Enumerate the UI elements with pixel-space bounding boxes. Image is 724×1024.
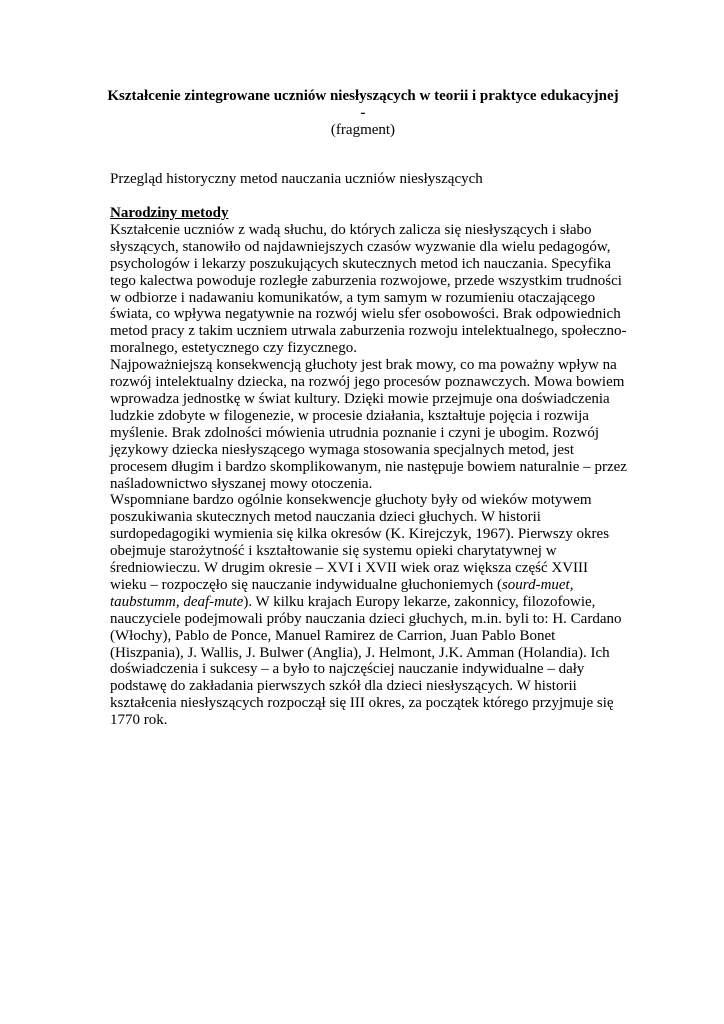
paragraph-line: myślenie. Brak zdolności mówienia utrudnia poznanie i czyni je ubogim. Rozwój [110, 424, 600, 441]
paragraph-line: psychologów i lekarzy poszukujących skutecznych metod ich nauczania. Specyfika [110, 255, 612, 272]
italic-term: taubstumm [110, 593, 176, 610]
paragraph-line: procesem długim i bardzo skomplikowanym, nie następuje bowiem naturalnie – przez [110, 458, 627, 475]
paragraph-line: obejmuje starożytność i kształtowanie się systemu opieki charytatywnej w [110, 543, 557, 560]
document-subtitle: Przegląd historyczny metod nauczania uczniów niesłyszących [110, 171, 483, 187]
paragraph-line: (Hiszpania), J. Wallis, J. Bulwer (Anglia), J. Helmont, J.K. Amman (Holandia). Ich [110, 644, 610, 661]
section-body [110, 205, 627, 729]
document-title: Kształcenie zintegrowane uczniów niesłyszących w teorii i praktyce edukacyjnej [107, 88, 619, 104]
paragraph-line: moralnego, estetycznego czy fizycznego. [110, 340, 357, 357]
line-text: , [175, 593, 184, 610]
paragraph-line: podstawę do zakładania pierwszych szkół dla dzieci niesłyszących. W historii [110, 678, 577, 695]
paragraph-line: słyszących, stanowiło od najdawniejszych czasów wyzwanie dla wielu pedagogów, [110, 238, 611, 255]
paragraph-line: metod pracy z takim uczniem utrwala zaburzenia rozwoju intelektualnego, społeczno- [110, 323, 627, 340]
paragraph-line: Kształcenie uczniów z wadą słuchu, do których zalicza się niesłyszących i słabo [110, 221, 592, 238]
paragraph-line: (Włochy), Pablo de Ponce, Manuel Ramirez de Carrion, Juan Pablo Bonet [110, 627, 556, 644]
section-heading: Narodziny metody [110, 205, 229, 221]
paragraph-line: w odbiorze i nadawaniu komunikatów, a tym samym w rozumieniu otaczającego [110, 289, 596, 306]
title-dash: - [360, 105, 366, 121]
title-block [100, 88, 626, 139]
paragraph-line [110, 577, 620, 594]
paragraph-line: surdopedagogiki wymienia się kilka okresów (K. Kirejczyk, 1967). Pierwszy okres [110, 526, 610, 543]
paragraph-line: 1770 rok. [110, 712, 168, 729]
paragraph-line: poszukiwania skutecznych metod nauczania dzieci głuchych. W historii [110, 509, 541, 526]
paragraph-line: naśladownictwo słyszanej mowy otoczenia. [110, 475, 373, 492]
paragraph-line: językowy dziecka niesłyszącego wymaga stosowania specjalnych metod, jest [110, 441, 575, 458]
paragraph-line: świata, co wpływa negatywnie na rozwój wielu sfer osobowości. Brak odpowiednich [110, 306, 621, 323]
paragraph-line [110, 594, 620, 611]
title-note: (fragment) [330, 122, 396, 138]
paragraph-line: tego kalectwa powoduje rozległe zaburzenia rozwojowe, przede wszystkim trudności [110, 272, 622, 289]
paragraph-line: nauczyciele podejmowali próby nauczania dzieci głuchych, m.in. byli to: H. Cardano [110, 610, 622, 627]
italic-term: deaf-mute [183, 593, 244, 610]
line-text: wieku – rozpoczęło się nauczanie indywidualne głuchoniemych ( [110, 576, 502, 593]
paragraph-line: rozwój intelektualny dziecka, na rozwój jego procesów poznawczych. Mowa bowiem [110, 374, 625, 391]
paragraph-line: średniowieczu. W drugim okresie – XVI i XVII wiek oraz większa część XVIII [110, 560, 589, 577]
paragraph-line: kształcenia niesłyszących rozpoczął się III okres, za początek którego przyjmuje się [110, 695, 614, 712]
paragraph-line: wprowadza jednostkę w świat kultury. Dzięki mowie przejmuje ona doświadczenia [110, 390, 610, 407]
paragraph-line: doświadczenia i sukcesy – a było to najczęściej nauczanie indywidualne – dały [110, 661, 585, 678]
italic-term: sourd-muet, [501, 576, 574, 593]
paragraph-line: ludzkie zdobyte w filogenezie, w procesie działania, kształtuje pojęcia i rozwija [110, 407, 589, 424]
paragraph-line: Najpoważniejszą konsekwencją głuchoty jest brak mowy, co ma poważny wpływ na [110, 357, 617, 374]
line-text: ). W kilku krajach Europy lekarze, zakonnicy, filozofowie, [243, 593, 596, 610]
paragraph-line: Wspomniane bardzo ogólnie konsekwencje głuchoty były od wieków motywem [110, 492, 592, 509]
